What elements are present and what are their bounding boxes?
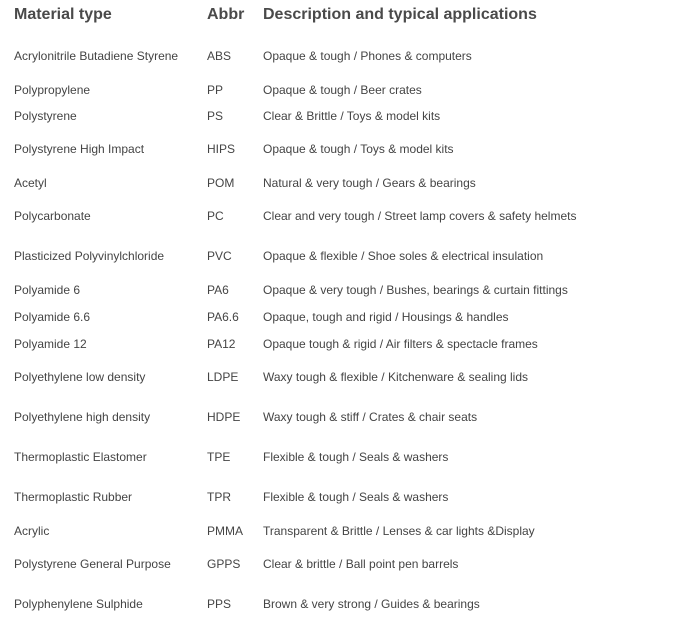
material-cell: Plasticized Polyvinylchloride: [14, 249, 165, 263]
table-row: [0, 207, 695, 225]
header-material-type: Material type: [14, 6, 112, 23]
description-cell: Waxy tough & flexible / Kitchenware & sealing lids: [263, 370, 529, 384]
material-cell: Polypropylene: [14, 83, 91, 97]
description-cell: Flexible & tough / Seals & washers: [263, 490, 449, 504]
abbr-cell: GPPS: [207, 557, 241, 571]
table-row: [0, 522, 695, 540]
material-cell: Polycarbonate: [14, 209, 91, 223]
abbr-cell: PPS: [207, 597, 232, 611]
material-cell: Acrylonitrile Butadiene Styrene: [14, 49, 179, 63]
description-cell: Clear & Brittle / Toys & model kits: [263, 109, 441, 123]
description-cell: Clear and very tough / Street lamp covers & safety helmets: [263, 209, 577, 223]
table-row: [0, 555, 695, 573]
abbr-cell: LDPE: [207, 370, 239, 384]
table-row: [0, 368, 695, 386]
table-row: [0, 335, 695, 353]
description-cell: Clear & brittle / Ball point pen barrels: [263, 557, 459, 571]
abbr-cell: PMMA: [207, 524, 243, 538]
material-cell: Polyamide 6.6: [14, 310, 91, 324]
table-row: [0, 47, 695, 65]
abbr-cell: TPE: [207, 450, 231, 464]
description-cell: Opaque & very tough / Bushes, bearings & curtain fittings: [263, 283, 568, 297]
material-cell: Polystyrene General Purpose: [14, 557, 171, 571]
material-cell: Polyethylene high density: [14, 410, 151, 424]
abbr-cell: PVC: [207, 249, 232, 263]
table-row: [0, 308, 695, 326]
description-cell: Opaque & flexible / Shoe soles & electrical insulation: [263, 249, 544, 263]
description-cell: Brown & very strong / Guides & bearings: [263, 597, 480, 611]
table-row: [0, 281, 695, 299]
material-cell: Polystyrene High Impact: [14, 142, 145, 156]
table-row: [0, 140, 695, 158]
material-cell: Polystyrene: [14, 109, 77, 123]
table-row: [0, 247, 695, 265]
material-cell: Polyamide 6: [14, 283, 81, 297]
abbr-cell: POM: [207, 176, 235, 190]
abbr-cell: PA12: [207, 337, 236, 351]
table-row: [0, 107, 695, 125]
table-row: [0, 488, 695, 506]
abbr-cell: HIPS: [207, 142, 236, 156]
description-cell: Opaque & tough / Phones & computers: [263, 49, 472, 63]
description-cell: Flexible & tough / Seals & washers: [263, 450, 449, 464]
table-row: [0, 408, 695, 426]
header-abbr: Abbr: [207, 6, 245, 23]
abbr-cell: PP: [207, 83, 224, 97]
material-cell: Polyethylene low density: [14, 370, 146, 384]
description-cell: Opaque & tough / Beer crates: [263, 83, 422, 97]
description-cell: Opaque & tough / Toys & model kits: [263, 142, 454, 156]
table-row: [0, 81, 695, 99]
table-row: [0, 448, 695, 466]
table-row: [0, 174, 695, 192]
abbr-cell: TPR: [207, 490, 231, 504]
description-cell: Opaque, tough and rigid / Housings & handles: [263, 310, 509, 324]
abbr-cell: HDPE: [207, 410, 241, 424]
material-cell: Polyphenylene Sulphide: [14, 597, 143, 611]
abbr-cell: PC: [207, 209, 224, 223]
material-cell: Thermoplastic Rubber: [14, 490, 133, 504]
abbr-cell: PA6: [207, 283, 229, 297]
description-cell: Transparent & Brittle / Lenses & car lights &Display: [263, 524, 535, 538]
material-cell: Acrylic: [14, 524, 50, 538]
abbr-cell: PA6.6: [207, 310, 239, 324]
material-cell: Acetyl: [14, 176, 47, 190]
header-description: Description and typical applications: [263, 6, 537, 23]
abbr-cell: ABS: [207, 49, 232, 63]
description-cell: Waxy tough & stiff / Crates & chair seats: [263, 410, 478, 424]
material-cell: Polyamide 12: [14, 337, 87, 351]
abbr-cell: PS: [207, 109, 224, 123]
description-cell: Natural & very tough / Gears & bearings: [263, 176, 476, 190]
material-cell: Thermoplastic Elastomer: [14, 450, 147, 464]
description-cell: Opaque tough & rigid / Air filters & spectacle frames: [263, 337, 538, 351]
table-row: [0, 595, 695, 613]
